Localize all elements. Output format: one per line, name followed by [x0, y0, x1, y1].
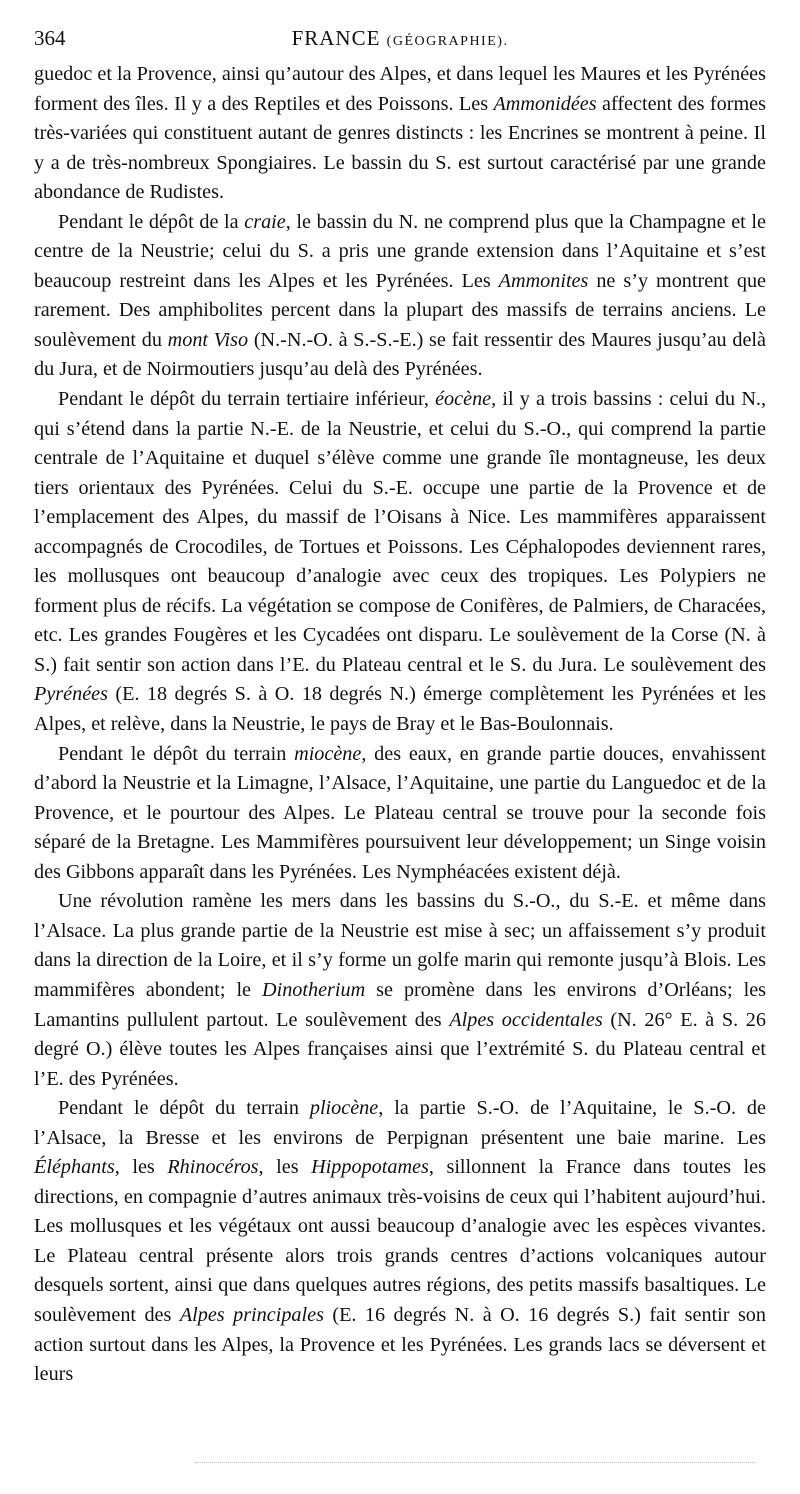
- italic-term: Pyrénées: [34, 683, 108, 706]
- text-run: , sillonnent la France dans toutes les directions, en compagnie d’autres animaux très-voisins de ceux qui l’habitent aujourd’hui. Les mollusques et les végétaux ont aussi beaucoup d’analogie avec les espèces vivantes. Le Plateau central présente alors trois grands centres d’actions volcaniques autour desquels sortent, ainsi que dans quelques autres régions, des petits massifs basaltiques. Le soulèvement des: [34, 1156, 766, 1326]
- italic-term: éocène: [435, 388, 492, 411]
- text-run: , les: [258, 1156, 312, 1179]
- paragraph: [34, 208, 766, 385]
- paragraph: [34, 887, 766, 1094]
- text-run: (N. 26° E. à S. 26 degré O.) élève toutes les Alpes françaises ainsi que l’extrémité S. du Plateau central et l’E. des Pyrénées.: [34, 1008, 766, 1090]
- text-run: , il y a trois bassins : celui du N., qui s’étend dans la partie N.-E. de la Neustrie, et celui du S.-O., qui comprend la partie centrale de l’Aquitaine et duquel s’élève comme une grande île montagneuse, les deux tiers orientaux des Pyrénées. Celui du S.-E. occupe une partie de la Provence et de l’emplacement des Alpes, du massif de l’Oisans à Nice. Les mammifères apparaissent accompagnés de Crocodiles, de Tortues et Poissons. Les Céphalopodes deviennent rares, les mollusques ont beaucoup d’analogie avec ceux des tropiques. Les Polypiers ne forment plus de récifs. La végétation se compose de Conifères, de Palmiers, de Characées, etc. Les grandes Fougères et les Cycadées ont disparu. Le soulèvement de la Corse (N. à S.) fait sentir son action dans l’E. du Plateau central et le S. du Jura. Le soulèvement des: [34, 388, 766, 676]
- italic-term: Dinotherium: [262, 978, 366, 1001]
- text-run: , les: [114, 1156, 168, 1179]
- paragraph: [34, 60, 766, 208]
- text-run: Pendant le dépôt du terrain: [58, 1097, 310, 1120]
- text-run: Pendant le dépôt du terrain tertiaire inférieur,: [58, 388, 436, 411]
- page-number: 364: [34, 26, 66, 50]
- text-run: , des eaux, en grande partie douces, envahissent d’abord la Neustrie et la Limagne, l’Alsace, l’Aquitaine, une partie du Languedoc et de la Provence, et le pourtour des Alpes. Le Plateau central se trouve pour la seconde fois séparé de la Bretagne. Les Mammifères poursuivent leur développement; un Singe voisin des Gibbons apparaît dans les Pyrénées. Les Nymphéacées existent déjà.: [34, 742, 766, 883]
- paragraph: [34, 385, 766, 740]
- italic-term: Ammonidées: [493, 92, 597, 115]
- italic-term: Alpes occidentales: [449, 1008, 603, 1031]
- running-head: [94, 26, 706, 51]
- running-head-title: FRANCE: [291, 26, 381, 50]
- italic-term: pliocène: [309, 1097, 379, 1120]
- italic-term: miocène: [294, 742, 362, 765]
- text-run: , la partie S.-O. de l’Aquitaine, le S.-O. de l’Alsace, la Bresse et les environs de Perpignan présentent une baie marine. Les: [34, 1097, 766, 1149]
- running-head-subtitle: (GÉOGRAPHIE).: [386, 34, 509, 49]
- page-header: [34, 26, 766, 56]
- text-run: se promène dans les environs d’Orléans; les Lamantins pullulent partout. Le soulèvement des: [34, 978, 767, 1031]
- italic-term: mont Viso: [167, 328, 249, 351]
- text-run: Une révolution ramène les mers dans les bassins du S.-O., du S.-E. et même dans l’Alsace. La plus grande partie de la Neustrie est mise à sec; un affaissement s’y produit dans la direction de la Loire, et il s’y forme un golfe marin qui remonte jusqu’à Blois. Les mammifères abondent; le: [34, 890, 766, 1001]
- body-text: [34, 60, 766, 1390]
- text-run: (N.-N.-O. à S.-S.-E.) se fait ressentir des Maures jusqu’au delà du Jura, et de Noirmoutiers jusqu’au delà des Pyrénées.: [34, 328, 766, 381]
- footer-rule: [195, 1462, 755, 1463]
- paragraph: [34, 1094, 766, 1389]
- italic-term: Hippopotames: [311, 1156, 429, 1179]
- text-run: ne s’y montrent que rarement. Des amphibolites percent dans la plupart des massifs de terrains anciens. Le soulèvement du: [34, 269, 766, 351]
- italic-term: Éléphants: [34, 1156, 115, 1179]
- paragraph: [34, 740, 766, 888]
- text-run: Pendant le dépôt du terrain: [58, 742, 295, 765]
- text-run: (E. 16 degrés N. à O. 16 degrés S.) fait sentir son action surtout dans les Alpes, la Provence et les Pyrénées. Les grands lacs se déversent et leurs: [34, 1303, 766, 1386]
- italic-term: Alpes principales: [179, 1303, 324, 1326]
- text-run: , le bassin du N. ne comprend plus que la Champagne et le centre de la Neustrie; celui du S. a pris une grande extension dans l’Aquitaine et s’est beaucoup restreint dans les Alpes et les Pyrénées. Les: [34, 210, 766, 292]
- text-run: (E. 18 degrés S. à O. 18 degrés N.) émerge complètement les Pyrénées et les Alpes, et relève, dans la Neustrie, le pays de Bray et le Bas-Boulonnais.: [34, 683, 766, 736]
- italic-term: craie: [244, 210, 286, 233]
- italic-term: Ammonites: [498, 269, 589, 292]
- document-page: [34, 26, 766, 1390]
- text-run: Pendant le dépôt de la: [58, 210, 245, 233]
- text-run: affectent des formes très-variées qui constituent autant de genres distincts : les Encrines se montrent à peine. Il y a de très-nombreux Spongiaires. Le bassin du S. est surtout caractérisé par une grande abondance de Rudistes.: [34, 92, 766, 204]
- italic-term: Rhinocéros: [167, 1156, 259, 1179]
- text-run: guedoc et la Provence, ainsi qu’autour des Alpes, et dans lequel les Maures et les Pyrénées forment des îles. Il y a des Reptiles et des Poissons. Les: [34, 63, 766, 115]
